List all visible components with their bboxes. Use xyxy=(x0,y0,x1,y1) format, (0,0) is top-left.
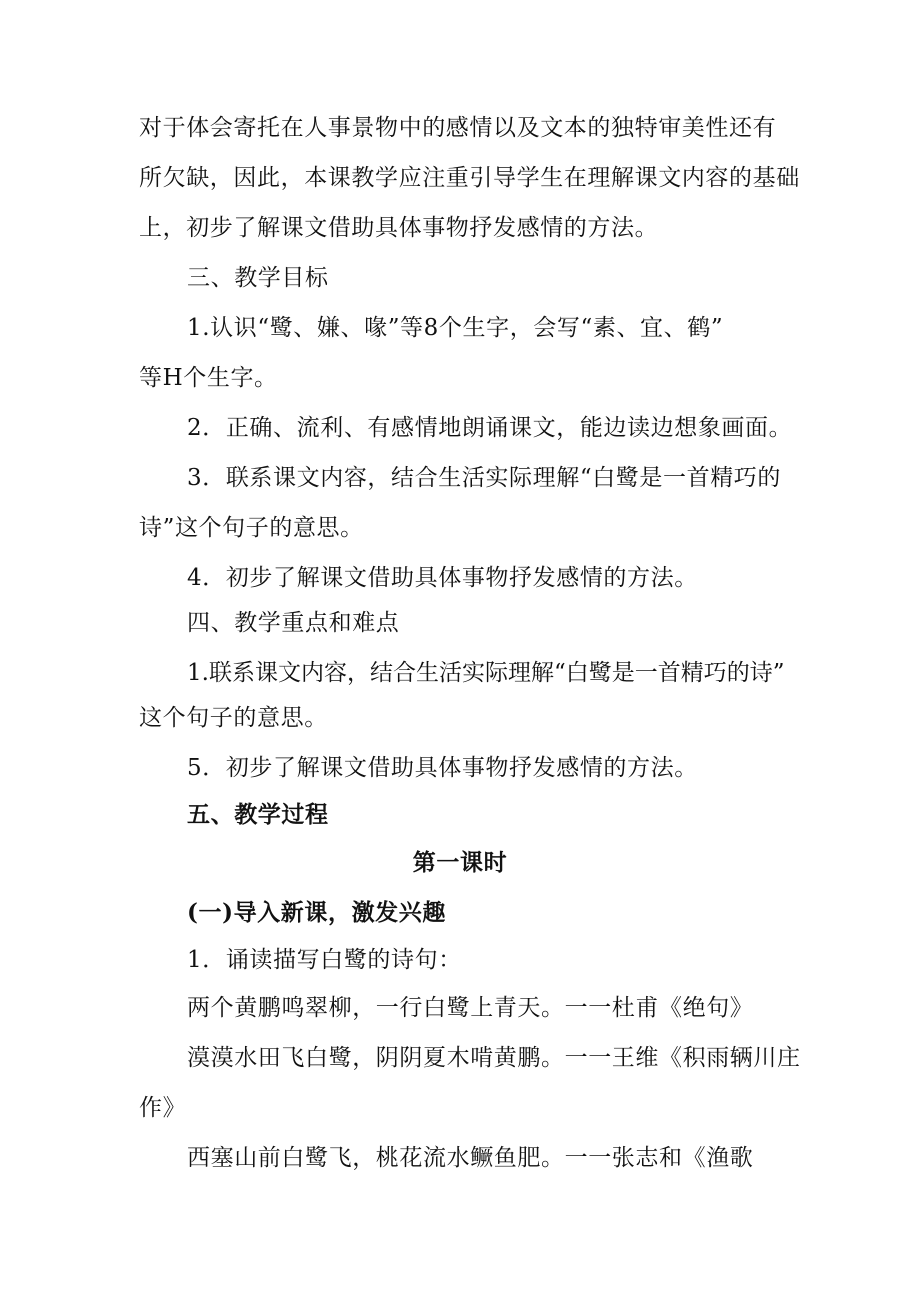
list-item-text: 3．联系课文内容，结合生活实际理解“白鹭是一首精巧的 xyxy=(187,465,781,491)
list-item-text: 1．诵读描写白鹭的诗句： xyxy=(187,947,462,973)
list-item-text: 等H个生字。 xyxy=(139,365,278,391)
list-item-text: 5．初步了解课文借助具体事物抒发感情的方法。 xyxy=(187,755,698,781)
lesson-title: 第一课时 xyxy=(412,849,508,876)
body-text-line: 上，初步了解课文借助具体事物抒发感情的方法。 xyxy=(139,215,659,241)
list-item-text: 1.认识“鹭、嫌、喙”等8个生字，会写“素、宜、鹤” xyxy=(187,315,724,341)
body-text-line: 所欠缺，因此，本课教学应注重引导学生在理解课文内容的基础 xyxy=(139,165,800,191)
subsection-heading: (一)导入新课，激发兴趣 xyxy=(187,899,446,926)
list-item-text: 2．正确、流利、有感情地朗诵课文，能边读边想象画面。 xyxy=(187,415,793,441)
section-heading: 三、教学目标 xyxy=(187,265,329,291)
list-item-text: 这个句子的意思。 xyxy=(139,705,328,731)
list-item-text: 4．初步了解课文借助具体事物抒发感情的方法。 xyxy=(187,565,698,591)
section-heading: 四、教学重点和难点 xyxy=(187,610,400,636)
list-item-text: 1.联系课文内容，结合生活实际理解“白鹭是一首精巧的诗” xyxy=(187,660,785,686)
list-item-text: 诗”这个句子的意思。 xyxy=(139,515,364,541)
body-text-line: 对于体会寄托在人事景物中的感情以及文本的独特审美性还有 xyxy=(139,115,777,141)
poem-line: 两个黄鹏鸣翠柳，一行白鹭上青天。一一杜甫《绝句》 xyxy=(187,995,754,1021)
section-heading: 五、教学过程 xyxy=(187,801,329,828)
poem-line: 漠漠水田飞白鹭，阴阴夏木啃黄鹏。一一王维《积雨辆川庄 xyxy=(187,1045,801,1071)
poem-line: 西塞山前白鹭飞，桃花流水鳜鱼肥。一一张志和《渔歌 xyxy=(187,1145,754,1171)
poem-line: 作》 xyxy=(139,1095,187,1121)
